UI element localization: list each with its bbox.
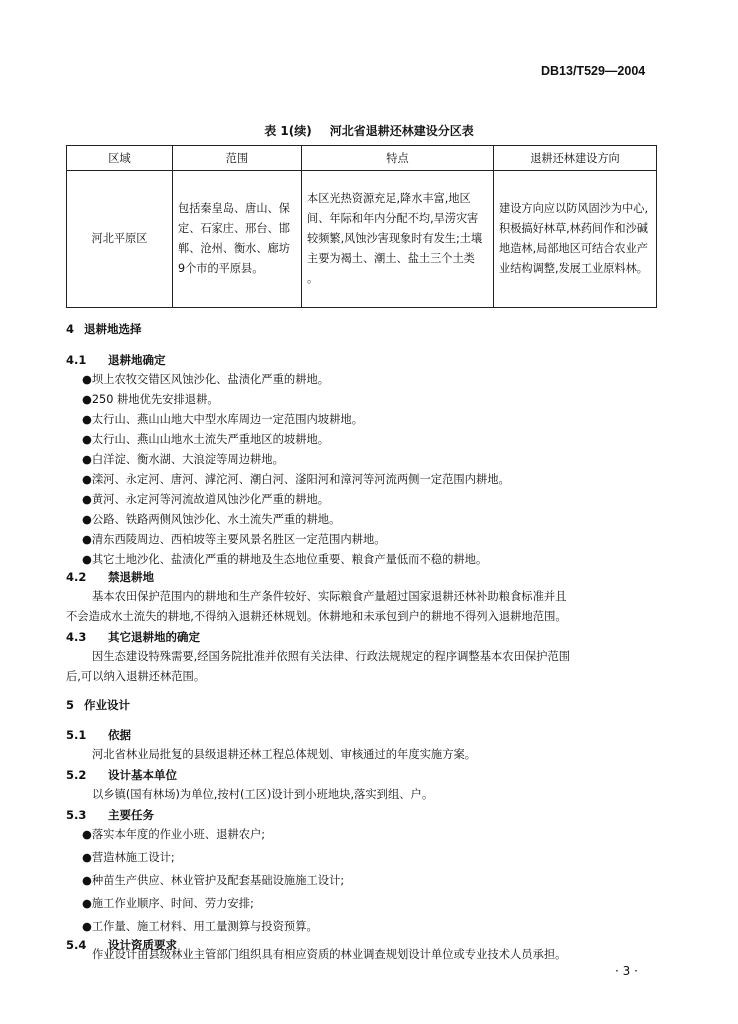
section-4-2-heading: 4.2 禁退耕地	[66, 570, 154, 584]
list-item: ●营造林施工设计;	[82, 851, 175, 864]
header-region: 区域	[67, 146, 173, 171]
section-5-heading: 5 作业设计	[66, 698, 130, 712]
section-5-4-heading: 5.4 设计资质要求	[66, 938, 177, 952]
paragraph-line: 河北省林业局批复的县级退耕还林工程总体规划、审核通过的年度实施方案。	[92, 748, 477, 761]
list-item: ●滦河、永定河、唐河、滹沱河、潮白河、滏阳河和漳河等河流两侧一定范围内耕地。	[82, 473, 510, 486]
section-4-3-heading: 4.3 其它退耕地的确定	[66, 630, 200, 644]
list-item: ●坝上农牧交错区风蚀沙化、盐渍化严重的耕地。	[82, 373, 330, 386]
paragraph-line: 作业设计由县级林业主管部门组织具有相应资质的林业调查规划设计单位或专业技术人员承担。	[92, 948, 567, 961]
cell-direction: 建设方向应以防风固沙为中心,积极搞好林草,林药间作和沙碱地造林,局部地区可结合农业产业结构调整,发展工业原料林。	[494, 171, 657, 308]
page-number: · 3 ·	[615, 964, 638, 978]
paragraph-line: 以乡镇(国有林场)为单位,按村(工区)设计到小班地块,落实到组、户。	[92, 788, 434, 801]
list-item: ●太行山、燕山山地大中型水库周边一定范围内坡耕地。	[82, 413, 363, 426]
table-caption-number: 表 1(续)	[264, 124, 312, 138]
list-item: ●250 耕地优先安排退耕。	[82, 393, 219, 406]
list-item: ●其它土地沙化、盐渍化严重的耕地及生态地位重要、粮食产量低而不稳的耕地。	[82, 553, 488, 566]
list-item: ●施工作业顺序、时间、劳力安排;	[82, 897, 254, 910]
paragraph-line: 后,可以纳入退耕还林范围。	[66, 670, 206, 683]
table-caption-title: 河北省退耕还林建设分区表	[329, 124, 474, 138]
header-direction: 退耕还林建设方向	[494, 146, 657, 171]
cell-scope: 包括秦皇岛、唐山、保定、石家庄、邢台、邯郸、沧州、衡水、廊坊9个市的平原县。	[173, 171, 302, 308]
list-item: ●黄河、永定河等河流故道风蚀沙化严重的耕地。	[82, 493, 330, 506]
section-5-1-heading: 5.1 依据	[66, 728, 131, 742]
header-scope: 范围	[173, 146, 302, 171]
list-item: ●白洋淀、衡水湖、大浪淀等周边耕地。	[82, 453, 284, 466]
cell-region: 河北平原区	[67, 171, 173, 308]
table-row	[67, 171, 657, 308]
section-4-heading: 4 退耕地选择	[66, 322, 142, 336]
list-item: ●种苗生产供应、林业管护及配套基础设施施工设计;	[82, 874, 345, 887]
paragraph-line: 因生态建设特殊需要,经国务院批准并依照有关法律、行政法规规定的程序调整基本农田保护范围	[92, 650, 571, 663]
section-5-3-heading: 5.3 主要任务	[66, 808, 154, 822]
zoning-table	[66, 145, 657, 308]
list-item: ●工作量、施工材料、用工量测算与投资预算。	[82, 920, 318, 933]
table-header-row	[67, 146, 657, 171]
header-features: 特点	[302, 146, 494, 171]
paragraph-line: 不会造成水土流失的耕地,不得纳入退耕还林规划。休耕地和未承包到户的耕地不得列入退耕地范围。	[66, 610, 567, 623]
standard-code: DB13/T529—2004	[541, 64, 646, 78]
list-item: ●公路、铁路两侧风蚀沙化、水土流失严重的耕地。	[82, 513, 341, 526]
section-4-1-heading: 4.1 退耕地确定	[66, 353, 166, 367]
list-item: ●清东西陵周边、西柏坡等主要风景名胜区一定范围内耕地。	[82, 533, 386, 546]
list-item: ●落实本年度的作业小班、退耕农户;	[82, 828, 266, 841]
cell-features: 本区光热资源充足,降水丰富,地区间、年际和年内分配不均,旱涝灾害较频繁,风蚀沙害现象时有发生;土壤主要为褐土、潮土、盐土三个土类 。	[302, 171, 494, 308]
paragraph-line: 基本农田保护范围内的耕地和生产条件较好、实际粮食产量超过国家退耕还林补助粮食标准并且	[92, 590, 567, 603]
section-5-2-heading: 5.2 设计基本单位	[66, 768, 177, 782]
table-caption	[0, 122, 738, 139]
list-item: ●太行山、燕山山地水土流失严重地区的坡耕地。	[82, 433, 330, 446]
